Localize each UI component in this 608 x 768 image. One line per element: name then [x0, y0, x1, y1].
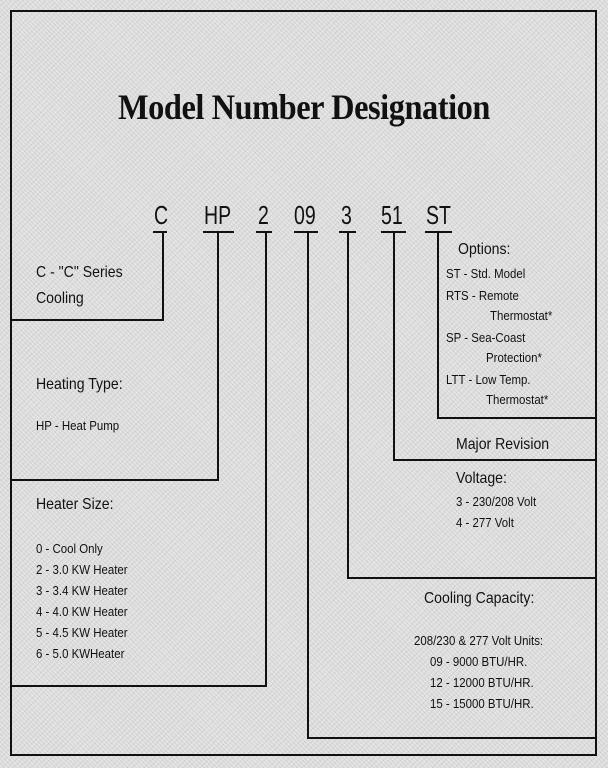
heater-item: 5 - 4.5 KW Heater [36, 625, 128, 640]
heater-item: 4 - 4.0 KW Heater [36, 604, 128, 619]
series-line-2: Cooling [36, 290, 84, 307]
page-title: Model Number Designation [117, 87, 491, 127]
options-title: Options: [458, 241, 511, 258]
code-c: C [154, 200, 169, 230]
heater-item: 3 - 3.4 KW Heater [36, 583, 128, 598]
code-hp: HP [204, 200, 232, 230]
heater-item: 6 - 5.0 KWHeater [36, 646, 125, 661]
code-3: 3 [341, 200, 352, 230]
heating-item: HP - Heat Pump [36, 418, 120, 433]
heater-title: Heater Size: [36, 496, 114, 513]
voltage-title: Voltage: [456, 470, 507, 487]
option-line: Thermostat* [486, 392, 549, 407]
code-st: ST [426, 200, 451, 230]
revision-title: Major Revision [456, 436, 550, 453]
option-line: LTT - Low Temp. [446, 372, 531, 387]
cooling-line: 09 - 9000 BTU/HR. [430, 654, 528, 669]
cooling-line: 12 - 12000 BTU/HR. [430, 675, 534, 690]
option-line: Protection* [486, 350, 542, 365]
option-line: ST - Std. Model [446, 266, 526, 281]
heater-item: 0 - Cool Only [36, 541, 103, 556]
heating-title: Heating Type: [36, 376, 123, 393]
option-line: Thermostat* [490, 308, 553, 323]
heater-item: 2 - 3.0 KW Heater [36, 562, 128, 577]
voltage-item: 3 - 230/208 Volt [456, 494, 537, 509]
cooling-title: Cooling Capacity: [424, 590, 535, 607]
code-2: 2 [258, 200, 269, 230]
connector-options [438, 232, 595, 418]
option-line: SP - Sea-Coast [446, 330, 526, 345]
code-51: 51 [381, 200, 403, 230]
code-09: 09 [294, 200, 316, 230]
series-line-1: C - "C" Series [36, 264, 123, 281]
option-line: RTS - Remote [446, 288, 519, 303]
voltage-item: 4 - 277 Volt [456, 515, 514, 530]
cooling-line: 208/230 & 277 Volt Units: [414, 633, 544, 648]
cooling-line: 15 - 15000 BTU/HR. [430, 696, 534, 711]
